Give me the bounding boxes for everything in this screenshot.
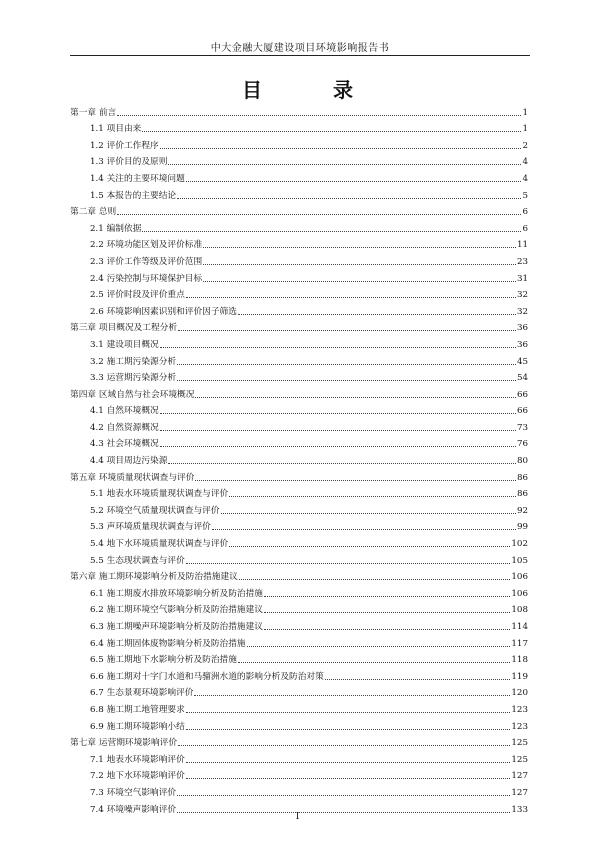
toc-entry-page-number: 118 [511,655,528,666]
toc-dot-leader [238,313,516,315]
toc-entry-label: 7.1 地表水环境影响评价 [90,754,185,765]
toc-dot-leader [177,379,516,381]
toc-chapter-entry[interactable] [70,566,528,583]
toc-entry-label: 6.4 施工期固体废物影响分析及防治措施 [90,638,246,649]
toc-section-entry[interactable] [70,151,528,168]
toc-section-entry[interactable] [70,649,528,666]
toc-section-entry[interactable] [70,698,528,715]
toc-entry-label: 6.9 施工期环境影响小结 [90,721,185,732]
toc-dot-leader [264,595,510,597]
toc-chapter-entry[interactable] [70,466,528,483]
toc-entry-page-number: 80 [516,456,528,467]
toc-section-entry[interactable] [70,748,528,765]
toc-dot-leader [178,329,516,331]
toc-entry-page-number: 36 [516,323,528,334]
toc-dot-leader [142,230,521,232]
toc-section-entry[interactable] [70,134,528,151]
toc-section-entry[interactable] [70,483,528,500]
toc-section-entry[interactable] [70,350,528,367]
toc-entry-page-number: 106 [511,572,528,583]
toc-dot-leader [264,611,510,613]
toc-dot-leader [203,280,516,282]
toc-entry-label: 1.3 评价目的及原则 [90,157,168,168]
toc-entry-page-number: 2 [522,140,528,151]
toc-section-entry[interactable] [70,449,528,466]
toc-section-entry[interactable] [70,682,528,699]
toc-dot-leader [186,711,511,713]
toc-entry-label: 第七章 运营期环境影响评价 [70,738,178,749]
toc-entry-label: 第六章 施工期环境影响分析及防治措施建议 [70,572,238,583]
toc-entry-page-number: 66 [516,406,528,417]
toc-entry-label: 1.4 关注的主要环境问题 [90,173,185,184]
toc-entry-label: 1.1 项目由来 [90,124,142,135]
toc-section-entry[interactable] [70,765,528,782]
toc-entry-label: 7.3 环境空气影响评价 [90,787,177,798]
toc-entry-label: 3.2 施工期污染源分析 [90,356,177,367]
toc-dot-leader [160,445,516,447]
toc-section-entry[interactable] [70,416,528,433]
toc-section-entry[interactable] [70,333,528,350]
toc-entry-label: 4.2 自然资源概况 [90,422,159,433]
toc-entry-label: 7.4 环境噪声影响评价 [90,804,177,815]
toc-entry-label: 第二章 总则 [70,207,117,218]
toc-title: 目 录 [242,78,385,102]
toc-dot-leader [178,744,510,746]
toc-entry-page-number: 127 [511,787,528,798]
toc-entry-label: 6.7 生态景观环境影响评价 [90,688,194,699]
toc-dot-leader [212,528,516,530]
toc-entry-page-number: 31 [516,273,528,284]
toc-section-entry[interactable] [70,167,528,184]
toc-dot-leader [195,396,516,398]
toc-dot-leader [203,263,516,265]
toc-dot-leader [229,495,516,497]
toc-section-entry[interactable] [70,184,528,201]
toc-entry-page-number: 114 [511,622,528,632]
toc-section-entry[interactable] [70,532,528,549]
toc-entry-page-number: 123 [511,721,528,732]
toc-entry-page-number: 117 [511,638,528,649]
toc-section-entry[interactable] [70,118,528,135]
toc-entry-label: 6.3 施工期噪声环境影响分析及防治措施建议 [90,622,263,632]
toc-dot-leader [195,479,516,481]
toc-entry-label: 5.3 声环境质量现状调查与评价 [90,522,211,533]
toc-dot-leader [160,346,516,348]
toc-entry-label: 2.2 环境功能区划及评价标准 [90,240,203,251]
toc-entry-page-number: 119 [511,671,528,682]
toc-entry-label: 3.3 运营期污染源分析 [90,373,177,384]
toc-entry-page-number: 32 [516,306,528,317]
toc-entry-label: 4.4 项目周边污染源 [90,456,168,467]
toc-entry-page-number: 125 [511,754,528,765]
toc-entry-page-number: 86 [516,472,528,483]
toc-entry-label: 5.1 地表水环境质量现状调查与评价 [90,489,229,500]
toc-entry-page-number: 125 [511,738,528,749]
toc-dot-leader [203,246,516,248]
toc-chapter-entry[interactable] [70,383,528,400]
toc-dot-leader [264,628,510,630]
toc-dot-leader [186,777,511,779]
toc-dot-leader [325,678,511,680]
toc-entry-label: 1.2 评价工作程序 [90,140,159,151]
toc-entry-label: 6.2 施工期环境空气影响分析及防治措施建议 [90,605,263,616]
toc-entry-page-number: 45 [516,356,528,367]
toc-section-entry[interactable] [70,632,528,649]
toc-entry-label: 5.2 环境空气质量现状调查与评价 [90,505,220,516]
toc-entry-page-number: 127 [511,771,528,782]
toc-dot-leader [186,180,522,182]
toc-section-entry[interactable] [70,599,528,616]
toc-entry-label: 6.5 施工期地下水影响分析及防治措施 [90,655,237,666]
toc-entry-page-number: 66 [516,389,528,400]
toc-entry-page-number: 1 [522,107,528,118]
toc-entry-page-number: 92 [516,505,528,516]
toc-entry-page-number: 76 [516,439,528,450]
toc-entry-page-number: 1 [522,124,528,135]
toc-dot-leader [160,147,522,149]
toc-entry-label: 2.5 评价时段及评价重点 [90,290,185,301]
toc-section-entry[interactable] [70,300,528,317]
toc-entry-page-number: 105 [511,555,528,566]
toc-dot-leader [186,728,511,730]
toc-entry-page-number: 11 [516,240,528,251]
toc-dot-leader [117,213,521,215]
toc-dot-leader [221,512,516,514]
toc-entry-page-number: 99 [516,522,528,533]
toc-dot-leader [186,562,511,564]
toc-chapter-entry[interactable] [70,201,528,218]
toc-dot-leader [186,296,516,298]
toc-entry-page-number: 106 [511,588,528,599]
toc-dot-leader [239,578,511,580]
toc-entry-page-number: 4 [522,157,528,168]
toc-dot-leader [117,114,521,116]
toc-chapter-entry[interactable] [70,317,528,334]
toc-dot-leader [177,363,516,365]
toc-entry-page-number: 133 [511,804,528,815]
toc-dot-leader [168,163,521,165]
toc-entry-label: 第三章 项目概况及工程分析 [70,323,178,334]
toc-entry-page-number: 102 [511,539,528,550]
toc-entry-page-number: 108 [511,605,528,616]
toc-entry-label: 2.4 污染控制与环境保护目标 [90,273,203,284]
running-header: 中大金融大厦建设项目环境影响报告书 [210,43,390,54]
toc-entry-label: 6.1 施工期废水排放环境影响分析及防治措施 [90,588,263,599]
toc-entry-label: 7.2 地下水环境影响评价 [90,771,185,782]
toc-entry-page-number: 6 [522,223,528,234]
toc-entry-label: 5.5 生态现状调查与评价 [90,555,185,566]
toc-entry-label: 1.5 本报告的主要结论 [90,190,177,201]
toc-section-entry[interactable] [70,250,528,267]
toc-section-entry[interactable] [70,715,528,732]
toc-section-entry[interactable] [70,367,528,384]
toc-entry-page-number: 120 [511,688,528,699]
toc-dot-leader [160,412,516,414]
toc-section-entry[interactable] [70,781,528,798]
toc-entry-label: 3.1 建设项目概况 [90,339,159,350]
toc-entry-page-number: 5 [522,190,528,201]
toc-section-entry[interactable] [70,516,528,533]
toc-entry-label: 第一章 前言 [70,107,117,118]
toc-dot-leader [177,794,510,796]
toc-dot-leader [168,462,516,464]
toc-entry-page-number: 86 [516,489,528,500]
toc-entry-page-number: 73 [516,422,528,433]
page-number: I [295,812,300,822]
toc-entry-label: 第四章 区域自然与社会环境概况 [70,389,195,400]
toc-section-entry[interactable] [70,400,528,417]
toc-entry-label: 第五章 环境质量现状调查与评价 [70,472,195,483]
toc-dot-leader [238,661,511,663]
toc-entry-page-number: 123 [511,704,528,715]
toc-dot-leader [247,645,511,647]
toc-section-entry[interactable] [70,665,528,682]
toc-entry-page-number: 32 [516,290,528,301]
toc-entry-label: 2.3 评价工作等级及评价范围 [90,256,203,267]
toc-entry-label: 6.8 施工期工地管理要求 [90,704,185,715]
toc-entry-page-number: 36 [516,339,528,350]
toc-dot-leader [177,197,521,199]
toc-section-entry[interactable] [70,284,528,301]
toc-dot-leader [229,545,510,547]
toc-entry-label: 4.3 社会环境概况 [90,439,159,450]
toc-dot-leader [194,694,510,696]
toc-chapter-entry[interactable] [70,101,528,118]
toc-section-entry[interactable] [70,582,528,599]
toc-dot-leader [142,130,521,132]
toc-entry-label: 2.6 环境影响因素识别和评价因子筛选 [90,306,237,317]
toc-section-entry[interactable] [70,433,528,450]
toc-section-entry[interactable] [70,499,528,516]
toc-chapter-entry[interactable] [70,732,528,749]
toc-entry-label: 4.1 自然环境概况 [90,406,159,417]
toc-entry-page-number: 6 [522,207,528,218]
toc-section-entry[interactable] [70,615,528,632]
toc-dot-leader [160,429,516,431]
toc-section-entry[interactable] [70,267,528,284]
header-rule [70,55,530,56]
toc-entry-page-number: 4 [522,173,528,184]
table-of-contents [70,101,528,815]
toc-entry-page-number: 54 [516,373,528,384]
toc-section-entry[interactable] [70,234,528,251]
toc-dot-leader [186,761,511,763]
toc-entry-label: 6.6 施工期对十字门水道和马骝洲水道的影响分析及防治对策 [90,671,324,682]
toc-section-entry[interactable] [70,549,528,566]
toc-entry-label: 2.1 编制依据 [90,223,142,234]
toc-entry-label: 5.4 地下水环境质量现状调查与评价 [90,539,229,550]
toc-entry-page-number: 23 [516,256,528,267]
toc-section-entry[interactable] [70,217,528,234]
